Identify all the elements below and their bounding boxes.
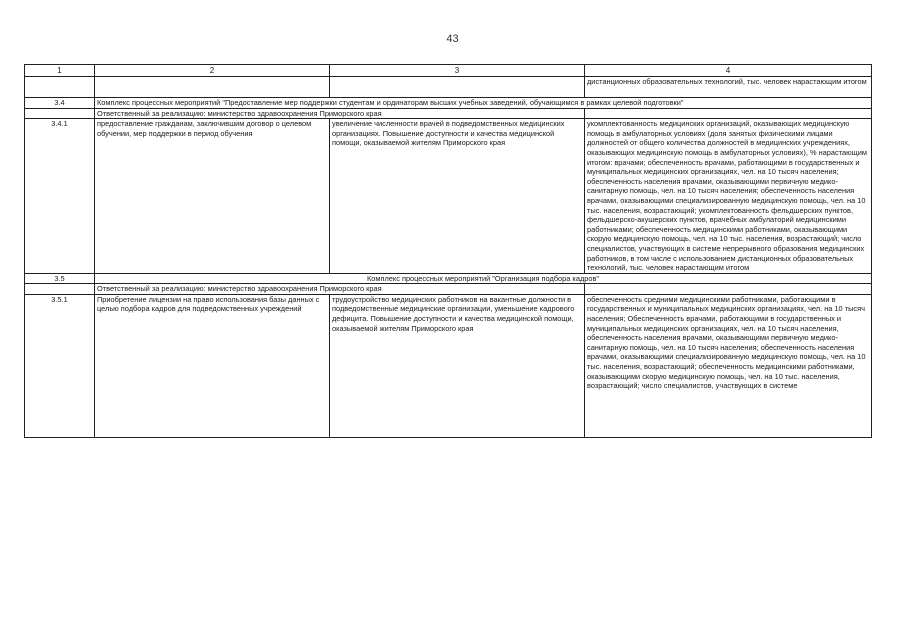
page-number: 43 [446,33,459,45]
table-row [25,77,872,98]
item-number: 3.4.1 [25,119,95,274]
responsible-row [25,108,872,119]
table-row [25,119,872,274]
table-row [25,294,872,437]
measure-cell: Приобретение лицензии на право использования базы данных с целью подбора кадров для подведомственных учреждений [95,294,330,437]
section-title: Комплекс процессных мероприятий "Предоставление мер поддержки студентам и ординаторам высших учебных заведений, обучающимся в рамках целевой подготовки" [95,98,872,109]
header-cell-3: 3 [330,65,585,77]
result-cell: увеличение численности врачей в подведомственных медицинских организациях. Повышение доступности и качества медицинской помощи, оказываемой жителям Приморского края [330,119,585,274]
indicator-cell: укомплектованность медицинских организаций, оказывающих медицинскую помощь в амбулаторных условиях (доля занятых физическими лицами должностей от общего количества должностей в медицинских учреждениях, оказывающих медицинскую помощь в амбулаторных условиях), % нарастающим итогом: врачами; обеспеченность врачами, работающими в государственных и муниципальных медицинских организациях, чел. на 10 тысяч населения; обеспеченность населения врачами, оказывающими первичную медико-санитарную помощь, чел. на 10 тысяч населения; обеспеченность населения врачами, оказывающими специализированную медицинскую помощь, чел. на 10 тыс. населения, возрастающий; укомплектованность фельдшерских пунктов, фельдшерско-акушерских пунктов, врачебных амбулаторий медицинскими работниками; обеспеченность медицинскими работниками, оказывающими скорую медицинскую помощь, чел. на 10 тыс. населения, возрастающий; число специалистов, участвующих в системе непрерывного образования медицинских работников, в том числе с использованием дистанционных образовательных технологий, тыс. человек нарастающим итогом [585,119,872,274]
section-row [25,273,872,284]
indicator-cell: дистанционных образовательных технологий, тыс. человек нарастающим итогом [585,77,872,98]
header-cell-4: 4 [585,65,872,77]
responsible-text: Ответственный за реализацию: министерство здравоохранения Приморского края [95,284,585,295]
program-table [24,64,872,438]
indicator-cell: обеспеченность средними медицинскими работниками, работающими в государственных и муниципальных медицинских организациях, чел. на 10 тысяч населения; Обеспеченность врачами, работающими в государственных и муниципальных медицинских организациях, чел. на 10 тысяч населения, обеспеченность населения врачами, оказывающими первичную медико-санитарную помощь, чел. на 10 тысяч населения; обеспеченность населения врачами, оказывающими специализированную медицинскую помощь, чел. на 10 тыс. населения, возрастающий; обеспеченность медицинскими работниками, оказывающими скорую медицинскую помощь, чел. на 10 тыс. населения, возрастающий; число специалистов, участвующих в системе [585,294,872,437]
measure-cell: предоставление гражданам, заключившим договор о целевом обучении, мер поддержки в период обучения [95,119,330,274]
section-number: 3.5 [25,273,95,284]
item-number: 3.5.1 [25,294,95,437]
section-row [25,98,872,109]
responsible-text: Ответственный за реализацию: министерство здравоохранения Приморского края [95,108,585,119]
section-title: Комплекс процессных мероприятий "Организация подбора кадров" [95,273,872,284]
section-number: 3.4 [25,98,95,109]
result-cell: трудоустройство медицинских работников на вакантные должности в подведомственные медицинские организации, уменьшение кадрового дефицита. Повышение доступности и качества медицинской помощи, оказываемой жителям Приморского края [330,294,585,437]
responsible-row [25,284,872,295]
header-cell-1: 1 [25,65,95,77]
header-cell-2: 2 [95,65,330,77]
header-row [25,65,872,77]
